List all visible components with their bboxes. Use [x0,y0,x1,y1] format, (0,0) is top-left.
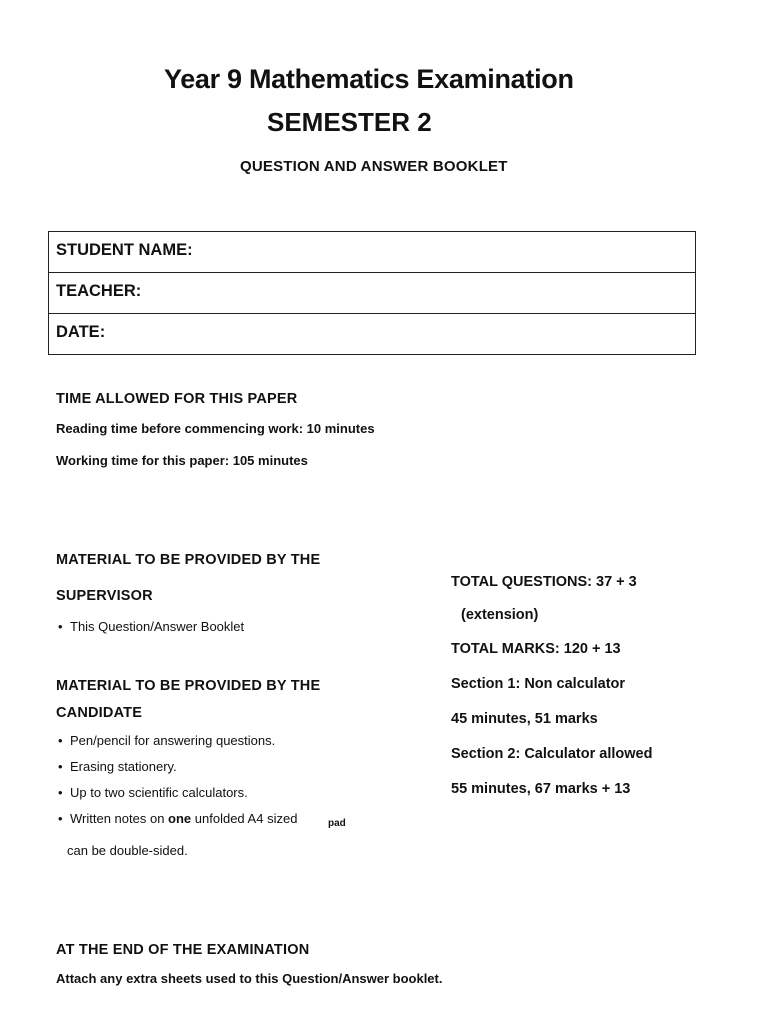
bullet-icon: • [58,733,63,748]
time-heading: TIME ALLOWED FOR THIS PAPER [56,391,298,407]
supervisor-heading-line1: MATERIAL TO BE PROVIDED BY THE [56,552,321,568]
teacher-label: TEACHER: [56,282,142,300]
student-info-table [48,231,696,355]
semester-label: SEMESTER 2 [267,107,432,137]
end-text: Attach any extra sheets used to this Question/Answer booklet. [56,971,443,986]
section1-detail: 45 minutes, 51 marks [451,711,598,727]
section2-detail: 55 minutes, 67 marks + 13 [451,781,631,797]
supervisor-heading-line2: SUPERVISOR [56,588,153,604]
candidate-heading-line2: CANDIDATE [56,705,143,721]
student-name-row[interactable] [49,232,695,273]
list-item: • This Question/Answer Booklet [58,619,245,634]
list-item: • Written notes on one unfolded A4 sized [58,811,298,826]
section1-label: Section 1: Non calculator [451,676,626,692]
candidate-heading-line1: MATERIAL TO BE PROVIDED BY THE [56,678,321,694]
bullet-icon: • [58,811,63,826]
date-row[interactable] [49,314,695,354]
reading-time: Reading time before commencing work: 10 minutes [56,421,375,436]
exam-title: Year 9 Mathematics Examination [164,64,574,94]
notes-line2: can be double-sided. [67,843,188,858]
booklet-label: QUESTION AND ANSWER BOOKLET [240,158,508,175]
date-label: DATE: [56,323,106,341]
list-item: • Erasing stationery. [58,759,177,774]
bullet-icon: • [58,619,63,634]
total-marks: TOTAL MARKS: 120 + 13 [451,641,621,657]
end-heading: AT THE END OF THE EXAMINATION [56,942,310,958]
list-item: • Pen/pencil for answering questions. [58,733,276,748]
bullet-icon: • [58,759,63,774]
notes-pad-word: pad [328,818,346,829]
total-questions: TOTAL QUESTIONS: 37 + 3 [451,574,637,590]
bullet-icon: • [58,785,63,800]
list-item: • Up to two scientific calculators. [58,785,248,800]
student-name-label: STUDENT NAME: [56,241,193,259]
extension-label: (extension) [461,607,539,623]
section2-label: Section 2: Calculator allowed [451,746,653,762]
working-time: Working time for this paper: 105 minutes [56,453,308,468]
teacher-row[interactable] [49,273,695,314]
